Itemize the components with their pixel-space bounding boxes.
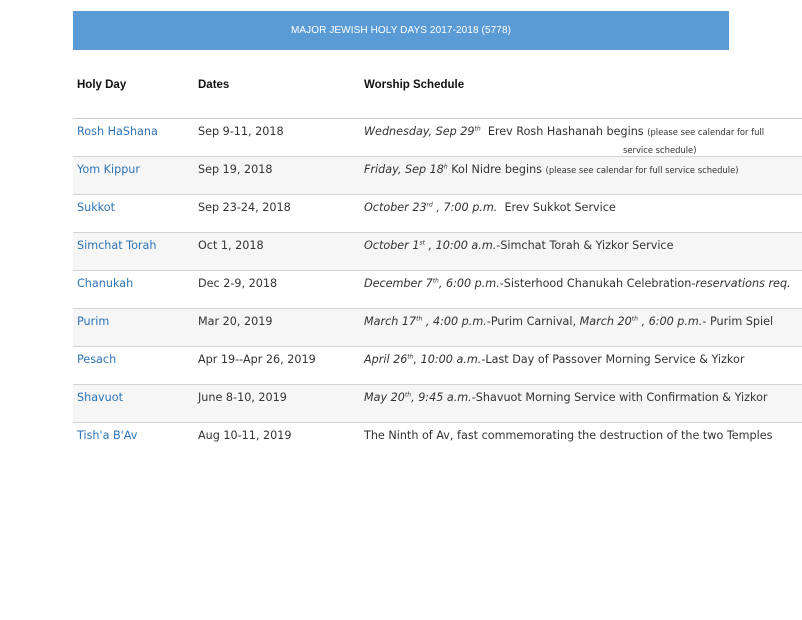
holy-day-name: Shavuot <box>77 391 123 404</box>
holy-day-dates: Aug 10-11, 2019 <box>198 429 292 442</box>
holy-day-name: Rosh HaShana <box>77 125 158 138</box>
table-row <box>73 157 802 195</box>
worship-schedule: May 20th, 9:45 a.m.-Shavuot Morning Service with Confirmation & Yizkor <box>364 391 768 404</box>
holy-day-name: Pesach <box>77 353 117 366</box>
table-row <box>73 233 802 271</box>
table-row <box>73 271 802 309</box>
worship-schedule: October 1st , 10:00 a.m.-Simchat Torah & Yizkor Service <box>364 239 674 252</box>
worship-schedule: The Ninth of Av, fast commemorating the destruction of the two Temples <box>364 429 773 442</box>
holy-day-name: Sukkot <box>77 201 115 214</box>
holy-day-name: Simchat Torah <box>77 239 157 252</box>
worship-schedule: Friday, Sep 18$^h$ Kol Nidre begins (please see calendar for full service schedule) <box>364 163 739 176</box>
table-row <box>73 385 802 423</box>
holy-day-name: Purim <box>77 315 110 328</box>
header-dates: Dates <box>198 79 230 91</box>
table-header <box>73 66 802 119</box>
table-row <box>73 119 802 157</box>
worship-schedule: April 26th, 10:00 a.m.-Last Day of Passover Morning Service & Yizkor <box>364 353 745 366</box>
holy-day-dates: Sep 9-11, 2018 <box>198 125 284 138</box>
holy-day-name: Yom Kippur <box>77 163 140 176</box>
header-holy-day: Holy Day <box>77 79 127 91</box>
holy-day-dates: Mar 20, 2019 <box>198 315 273 328</box>
worship-schedule: Wednesday, Sep 29th Erev Rosh Hashanah begins (please see calendar for full service schedule) <box>364 125 765 155</box>
table-row <box>73 423 802 460</box>
holy-day-dates: Oct 1, 2018 <box>198 239 264 252</box>
holy-day-name: Tish'a B'Av <box>77 429 138 442</box>
worship-schedule: October 23rd , 7:00 p.m. Erev Sukkot Service <box>364 201 616 214</box>
holy-day-dates: Dec 2-9, 2018 <box>198 277 278 290</box>
worship-schedule: December 7th, 6:00 p.m.-Sisterhood Chanukah Celebration-reservations req. <box>364 277 791 290</box>
holy-day-dates: Sep 23-24, 2018 <box>198 201 291 214</box>
holy-day-dates: Sep 19, 2018 <box>198 163 273 176</box>
header-worship-schedule: Worship Schedule <box>364 79 465 91</box>
table-row <box>73 195 802 233</box>
page-title: MAJOR JEWISH HOLY DAYS 2017-2018 (5778) <box>73 11 729 50</box>
holy-days-table <box>73 66 802 460</box>
holy-day-name: Chanukah <box>77 277 134 290</box>
holy-day-dates: June 8-10, 2019 <box>198 391 287 404</box>
table-row <box>73 309 802 347</box>
holy-day-dates: Apr 19--Apr 26, 2019 <box>198 353 316 366</box>
worship-schedule: March 17th , 4:00 p.m.-Purim Carnival, March 20th , 6:00 p.m.- Purim Spiel <box>364 315 774 328</box>
table-row <box>73 347 802 385</box>
